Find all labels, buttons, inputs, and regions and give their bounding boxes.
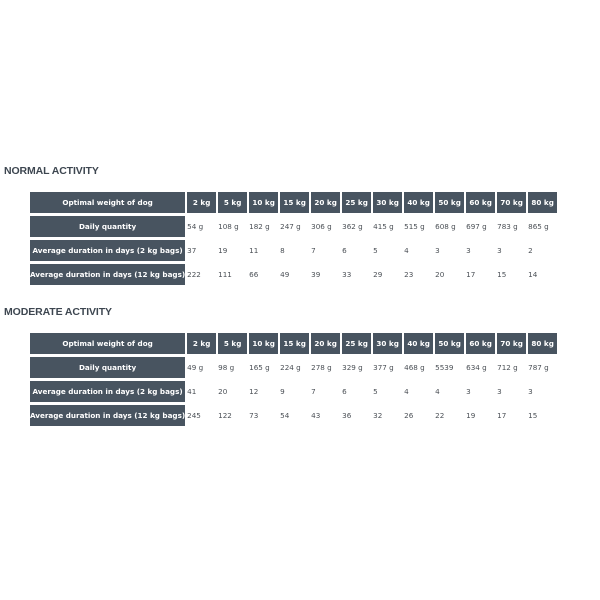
table-cell: 865 g: [528, 222, 549, 231]
weight-header: 50 kg: [435, 192, 464, 213]
table-cell: 377 g: [373, 363, 394, 372]
table-cell: 12: [249, 387, 259, 396]
weight-header: 70 kg: [497, 333, 526, 354]
table-cell: 6: [342, 246, 347, 255]
table-cell: 362 g: [342, 222, 363, 231]
weight-header: 30 kg: [373, 333, 402, 354]
weight-header: 80 kg: [528, 333, 557, 354]
table-cell: 8: [280, 246, 285, 255]
row-label: Average duration in days (2 kg bags): [30, 381, 185, 402]
table-cell: 5: [373, 387, 378, 396]
table-cell: 712 g: [497, 363, 518, 372]
table-cell: 787 g: [528, 363, 549, 372]
table-cell: 108 g: [218, 222, 239, 231]
section-title: NORMAL ACTIVITY: [4, 165, 99, 177]
table-cell: 7: [311, 387, 316, 396]
weight-header: 15 kg: [280, 192, 309, 213]
weight-header: 30 kg: [373, 192, 402, 213]
table-cell: 17: [497, 411, 507, 420]
weight-header: 40 kg: [404, 333, 433, 354]
table-cell: 41: [187, 387, 197, 396]
table-cell: 3: [466, 387, 471, 396]
table-cell: 17: [466, 270, 476, 279]
table-cell: 247 g: [280, 222, 301, 231]
row-label: Average duration in days (12 kg bags): [30, 264, 185, 285]
table-cell: 26: [404, 411, 414, 420]
table-cell: 39: [311, 270, 321, 279]
feeding-table-moderate: [28, 330, 559, 429]
weight-header: 25 kg: [342, 333, 371, 354]
header-row: [30, 333, 557, 354]
table-cell: 19: [466, 411, 476, 420]
weight-header: 50 kg: [435, 333, 464, 354]
table-cell: 4: [404, 387, 409, 396]
table-cell: 3: [435, 246, 440, 255]
table-cell: 20: [218, 387, 228, 396]
weight-header: 20 kg: [311, 192, 340, 213]
table-cell: 4: [435, 387, 440, 396]
table-cell: 697 g: [466, 222, 487, 231]
row-label: Daily quantity: [30, 216, 185, 237]
table-row: [30, 264, 557, 285]
table-cell: 329 g: [342, 363, 363, 372]
table-cell: 3: [466, 246, 471, 255]
weight-header: 60 kg: [466, 192, 495, 213]
table-cell: 515 g: [404, 222, 425, 231]
table-cell: 6: [342, 387, 347, 396]
section-title: MODERATE ACTIVITY: [4, 306, 112, 318]
row-label: Average duration in days (12 kg bags): [30, 405, 185, 426]
table-cell: 49 g: [187, 363, 204, 372]
weight-header: 25 kg: [342, 192, 371, 213]
table-row: [30, 357, 557, 378]
table-cell: 7: [311, 246, 316, 255]
table-cell: 49: [280, 270, 290, 279]
table-cell: 306 g: [311, 222, 332, 231]
table-cell: 20: [435, 270, 445, 279]
table-cell: 15: [497, 270, 507, 279]
table-cell: 19: [218, 246, 228, 255]
table-row: [30, 381, 557, 402]
row-label-header: Optimal weight of dog: [30, 333, 185, 354]
table-cell: 33: [342, 270, 352, 279]
table-cell: 608 g: [435, 222, 456, 231]
header-row: [30, 192, 557, 213]
table-cell: 468 g: [404, 363, 425, 372]
table-cell: 224 g: [280, 363, 301, 372]
table-cell: 634 g: [466, 363, 487, 372]
weight-header: 70 kg: [497, 192, 526, 213]
table-row: [30, 405, 557, 426]
table-cell: 43: [311, 411, 321, 420]
table-cell: 11: [249, 246, 259, 255]
table-cell: 783 g: [497, 222, 518, 231]
table-cell: 73: [249, 411, 259, 420]
table-cell: 36: [342, 411, 352, 420]
table-cell: 122: [218, 411, 232, 420]
table-cell: 278 g: [311, 363, 332, 372]
weight-header: 15 kg: [280, 333, 309, 354]
table-cell: 66: [249, 270, 259, 279]
row-label-header: Optimal weight of dog: [30, 192, 185, 213]
table-cell: 32: [373, 411, 383, 420]
weight-header: 60 kg: [466, 333, 495, 354]
table-row: [30, 240, 557, 261]
feeding-table-normal: [28, 189, 559, 288]
weight-header: 10 kg: [249, 333, 278, 354]
weight-header: 10 kg: [249, 192, 278, 213]
table-cell: 111: [218, 270, 232, 279]
table-cell: 165 g: [249, 363, 270, 372]
table-cell: 182 g: [249, 222, 270, 231]
row-label: Average duration in days (2 kg bags): [30, 240, 185, 261]
table-cell: 29: [373, 270, 383, 279]
table-cell: 2: [528, 246, 533, 255]
table-cell: 54 g: [187, 222, 204, 231]
table-cell: 222: [187, 270, 201, 279]
table-cell: 37: [187, 246, 197, 255]
table-cell: 9: [280, 387, 285, 396]
table-cell: 54: [280, 411, 290, 420]
weight-header: 20 kg: [311, 333, 340, 354]
table-cell: 23: [404, 270, 414, 279]
table-cell: 5: [373, 246, 378, 255]
table-cell: 22: [435, 411, 445, 420]
weight-header: 2 kg: [187, 333, 216, 354]
table-cell: 98 g: [218, 363, 235, 372]
weight-header: 5 kg: [218, 192, 247, 213]
table-cell: 5539: [435, 363, 454, 372]
row-label: Daily quantity: [30, 357, 185, 378]
table-cell: 245: [187, 411, 201, 420]
table-cell: 4: [404, 246, 409, 255]
table-cell: 3: [497, 387, 502, 396]
weight-header: 5 kg: [218, 333, 247, 354]
table-cell: 14: [528, 270, 538, 279]
table-cell: 3: [528, 387, 533, 396]
table-row: [30, 216, 557, 237]
weight-header: 2 kg: [187, 192, 216, 213]
weight-header: 80 kg: [528, 192, 557, 213]
weight-header: 40 kg: [404, 192, 433, 213]
table-cell: 415 g: [373, 222, 394, 231]
table-cell: 3: [497, 246, 502, 255]
table-cell: 15: [528, 411, 538, 420]
